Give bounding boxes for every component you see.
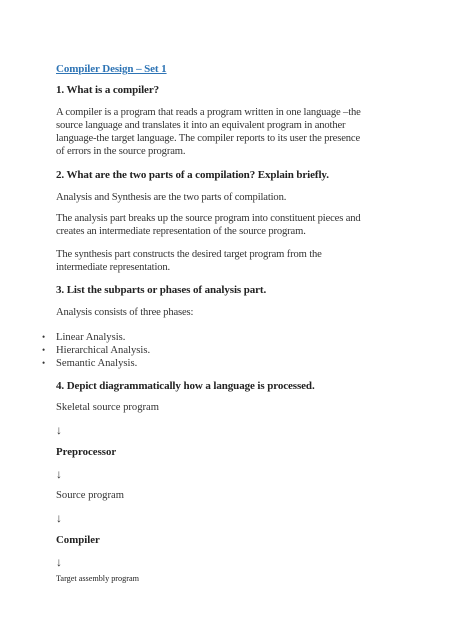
list-item: • Hierarchical Analysis. [42, 344, 150, 357]
answer-1 [56, 106, 401, 158]
answer-1-line: language-the target language. The compiler reports to its user the presence [56, 133, 360, 144]
answer-2-p3-line: intermediate representation. [56, 262, 171, 273]
answer-2-p3 [56, 248, 401, 274]
question-2: 2. What are the two parts of a compilation? Explain briefly. [56, 169, 329, 181]
answer-1-line: of errors in the source program. [56, 146, 186, 157]
list-item: • Linear Analysis. [42, 331, 150, 344]
flow-step-source: Source program [56, 490, 124, 501]
question-1: 1. What is a compiler? [56, 84, 160, 96]
question-4: 4. Depict diagrammatically how a language is processed. [56, 380, 315, 392]
flow-step-preprocessor: Preprocessor [56, 446, 117, 458]
document-title[interactable]: Compiler Design – Set 1 [56, 63, 167, 75]
answer-2-p2-line: creates an intermediate representation of the source program. [56, 226, 306, 237]
answer-1-line: A compiler is a program that reads a program written in one language –the [56, 107, 361, 118]
down-arrow-icon: ↓ [56, 423, 62, 437]
answer-2-p2 [56, 212, 401, 238]
question-3: 3. List the subparts or phases of analysis part. [56, 284, 267, 296]
flow-step-compiler: Compiler [56, 534, 100, 546]
flow-step-target: Target assembly program [56, 574, 139, 583]
down-arrow-icon: ↓ [56, 467, 62, 481]
flow-step-skeletal: Skeletal source program [56, 402, 159, 413]
answer-2-p3-line: The synthesis part constructs the desired target program from the [56, 249, 322, 260]
answer-3-intro: Analysis consists of three phases: [56, 307, 194, 318]
answer-2-p2-line: The analysis part breaks up the source program into constituent pieces and [56, 213, 361, 224]
list-item: • Semantic Analysis. [42, 357, 150, 370]
answer-1-line: source language and translates it into an equivalent program in another [56, 120, 346, 131]
answer-2-p1: Analysis and Synthesis are the two parts of compilation. [56, 192, 287, 203]
phases-list [42, 331, 150, 370]
down-arrow-icon: ↓ [56, 511, 62, 525]
down-arrow-icon: ↓ [56, 555, 62, 569]
